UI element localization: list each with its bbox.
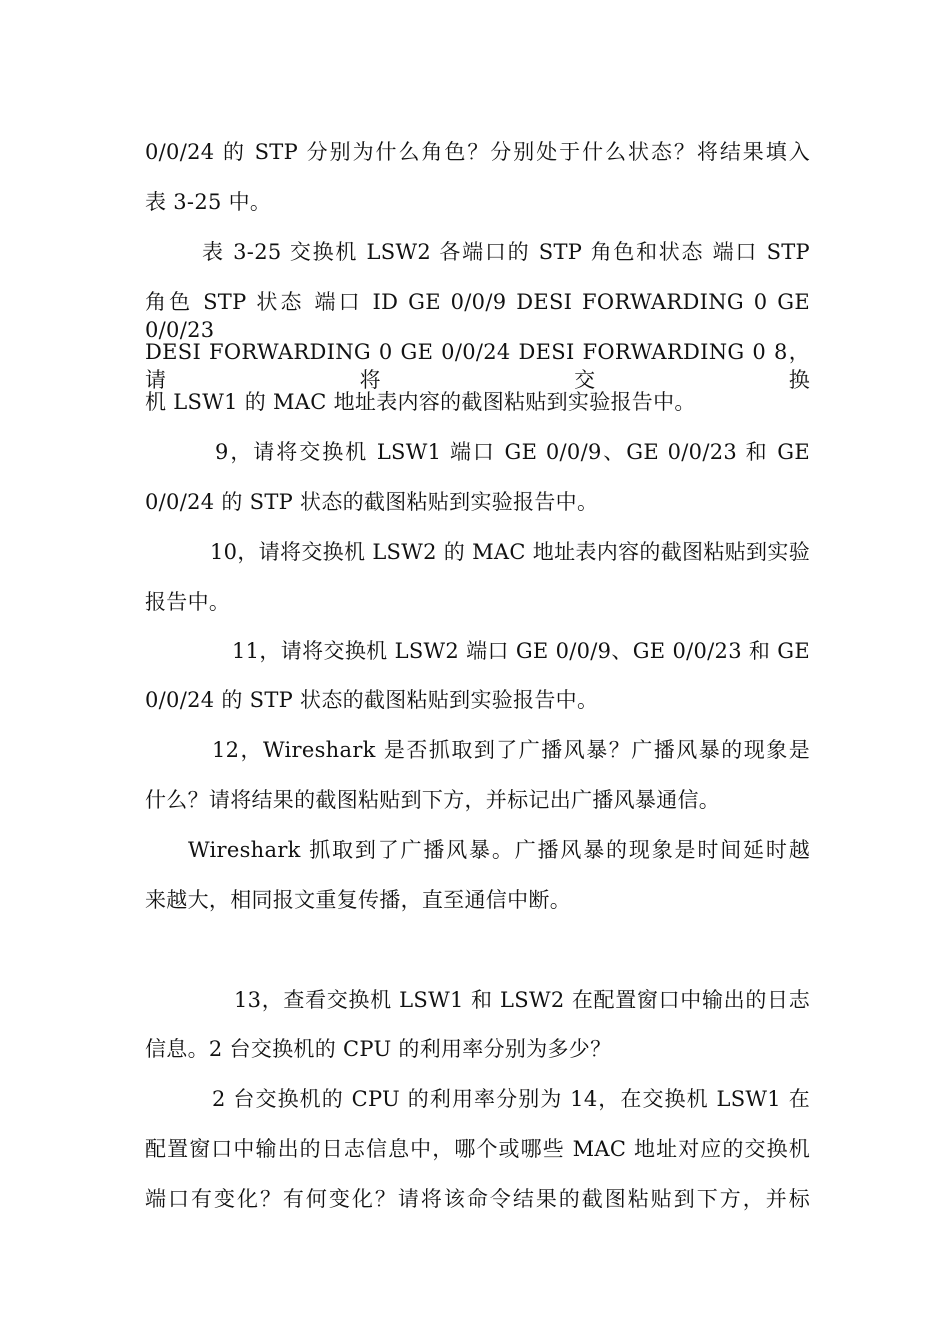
text-line: 0/0/24 的 STP 状态的截图粘贴到实验报告中。 [145,688,599,712]
text-line: 12，Wireshark 是否抓取到了广播风暴？广播风暴的现象是 [212,738,810,762]
text-line: 什么？请将结果的截图粘贴到下方，并标记出广播风暴通信。 [145,788,721,812]
text-line: 表 3-25 中。 [145,190,272,214]
text-line: 0/0/24 的 STP 分别为什么角色？分别处于什么状态？将结果填入 [145,140,810,164]
text-line: 13，查看交换机 LSW1 和 LSW2 在配置窗口中输出的日志 [234,988,810,1012]
text-line: 报告中。 [145,590,231,614]
text-line: 来越大，相同报文重复传播，直至通信中断。 [145,888,571,912]
text-line: 配置窗口中输出的日志信息中，哪个或哪些 MAC 地址对应的交换机 [145,1137,810,1161]
text-line: 角色 STP 状态 端口 ID GE 0/0/9 DESI FORWARDING 0 GE 0/0/23 [145,290,810,342]
text-line: 机 LSW1 的 MAC 地址表内容的截图粘贴到实验报告中。 [145,390,696,414]
text-line: 9，请将交换机 LSW1 端口 GE 0/0/9、GE 0/0/23 和 GE [215,440,810,464]
text-line: Wireshark 抓取到了广播风暴。广播风暴的现象是时间延时越 [188,838,810,862]
text-line: 端口有变化？有何变化？请将该命令结果的截图粘贴到下方，并标 [145,1187,810,1211]
text-line: 2 台交换机的 CPU 的利用率分别为 14，在交换机 LSW1 在 [212,1087,810,1111]
text-line: DESI FORWARDING 0 GE 0/0/24 DESI FORWARDING 0 8，请将交换 [145,340,810,392]
text-line: 表 3-25 交换机 LSW2 各端口的 STP 角色和状态 端口 STP [202,240,810,264]
text-line: 11，请将交换机 LSW2 端口 GE 0/0/9、GE 0/0/23 和 GE [232,639,810,663]
text-line: 信息。2 台交换机的 CPU 的利用率分别为多少？ [145,1037,612,1061]
text-line: 0/0/24 的 STP 状态的截图粘贴到实验报告中。 [145,490,599,514]
text-line: 10，请将交换机 LSW2 的 MAC 地址表内容的截图粘贴到实验 [210,540,810,564]
